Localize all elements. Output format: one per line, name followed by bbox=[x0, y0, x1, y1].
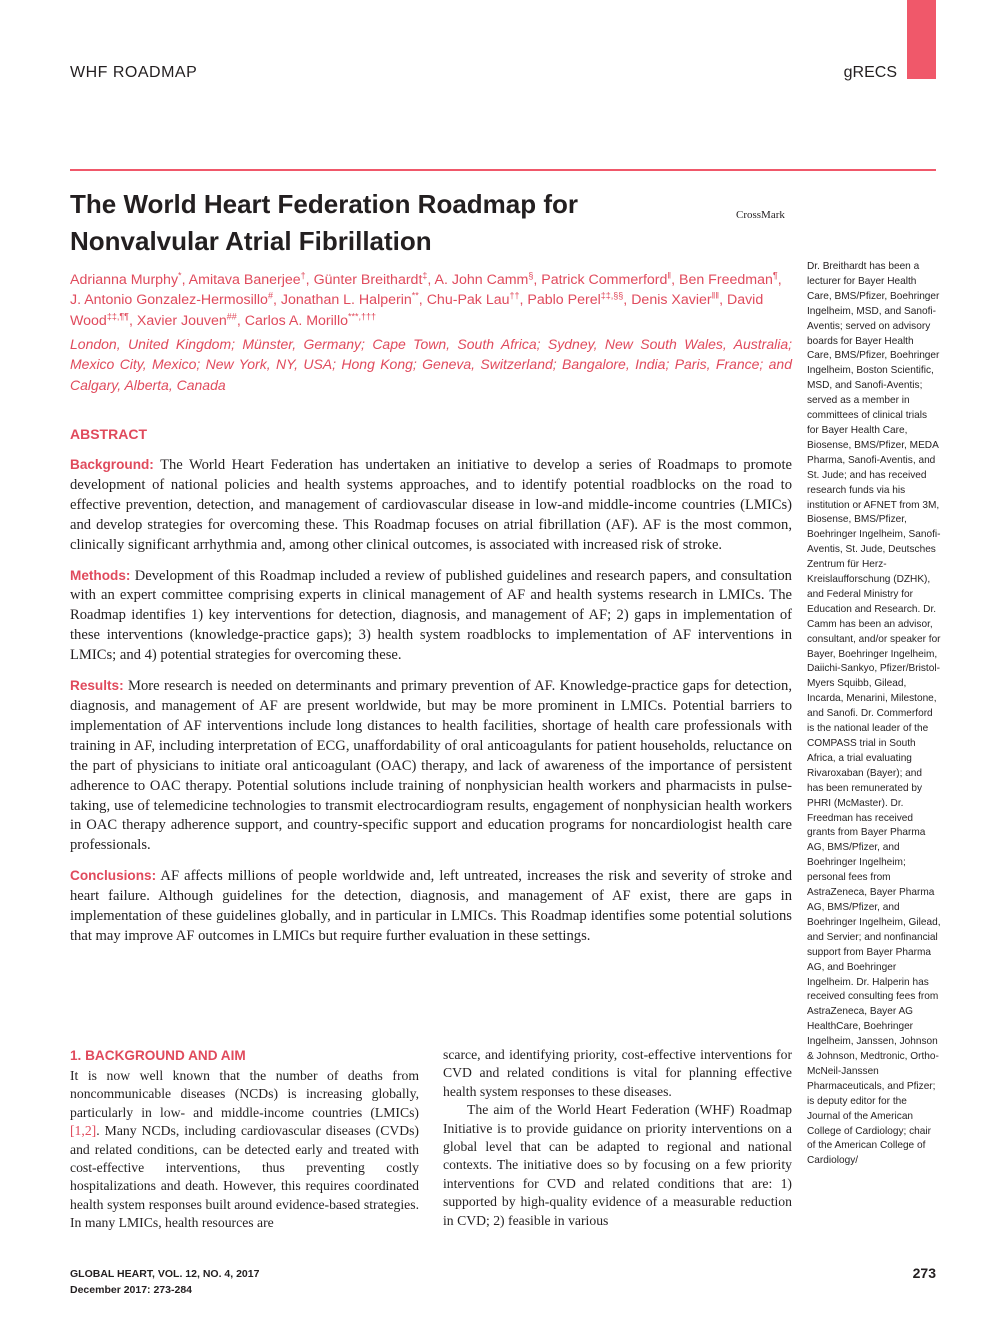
author[interactable] bbox=[527, 292, 623, 308]
author-affiliation-mark: ‡‡,¶¶ bbox=[106, 310, 129, 321]
abstract-results bbox=[70, 676, 792, 856]
disclosure-sidebar: Dr. Breithardt has been a lecturer for Bayer Health Care, BMS/Pfizer, Boehringer Ingelheim, MSD, and Sanofi-Aventis; served on advisory boards for Bayer Health Care, BMS/Pfizer, Boehringer Ingelheim, Boston Scientific, MSD, and Sanofi-Aventis; served as a member in committees of clinical trials for Bayer Health Care, Biosense, BMS/Pfizer, MEDA Pharma, Sanofi-Aventis, and St. Jude; and has received research funds via his institution or AFNET from 3M, Biosense, BMS/Pfizer, Boehringer Ingelheim, Sanofi-Aventis, St. Jude, Deutsches Zentrum für Herz-Kreislaufforschung (DZHK), and Federal Ministry for Education and Research. Dr. Camm has been an advisor, consultant, and/or speaker for Bayer, Boehringer Ingelheim, Daiichi-Sankyo, Pfizer/Bristol-Myers Squibb, Gilead, Incarda, Menarini, Milestone, and Sanofi. Dr. Commerford is the national leader of the COMPASS trial in South Africa, a trial evaluating Rivaroxaban (Bayer); and has been remunerated by PHRI (McMaster). Dr. Freedman has received grants from Bayer Pharma AG, BMS/Pfizer, and Boehringer Ingelheim; personal fees from AstraZeneca, Bayer Pharma AG, BMS/Pfizer, and Boehringer Ingelheim, Gilead, and Servier; and nonfinancial support from Bayer Pharma AG, and Boehringer Ingelheim. Dr. Halperin has received consulting fees from AstraZeneca, Bayer AG HealthCare, Boehringer Ingelheim, Janssen, Johnson & Johnson, Medtronic, Ortho-McNeil-Janssen Pharmaceuticals, and Pfizer; is deputy editor for the Journal of the American College of Cardiology; chair of the American College of Cardiology/ bbox=[807, 261, 941, 1167]
author-name: Denis Xavier bbox=[631, 292, 712, 309]
author[interactable] bbox=[244, 310, 377, 329]
affiliations: London, United Kingdom; Münster, Germany; Cape Town, South Africa; Sydney, New South Wales, Australia; Mexico City, Mexico; New York, NY, USA; Hong Kong; Geneva, Switzerland; Bangalore, India; Paris, France; and Calgary, Alberta, Canada bbox=[70, 336, 792, 393]
author-name: Jonathan L. Halperin bbox=[280, 292, 412, 309]
running-header-right: gRECS bbox=[843, 64, 897, 81]
author[interactable] bbox=[136, 310, 237, 329]
author-name: David Wood bbox=[70, 292, 764, 329]
author-name: A. John Camm bbox=[434, 272, 529, 288]
author-affiliation-mark: † bbox=[300, 270, 306, 281]
author[interactable] bbox=[281, 292, 419, 308]
header-accent-tab bbox=[907, 0, 936, 79]
author[interactable] bbox=[631, 292, 719, 308]
author-affiliation-mark: ‡ bbox=[422, 270, 428, 281]
body-text: . Many NCDs, including cardiovascular diseases (CVDs) and related conditions, can be detected early and treated with cost-effective interventions, thus preventing costly hospitalizations and death. However, this requires coordinated health system responses built around evidence-based strategies. In many LMICs, health resources are bbox=[70, 1123, 419, 1231]
abstract-body bbox=[70, 455, 792, 957]
article-title-line-2: Nonvalvular Atrial Fibrillation bbox=[70, 226, 432, 256]
page-number: 273 bbox=[912, 1265, 936, 1281]
author-affiliation-mark: ‖‖ bbox=[711, 290, 720, 301]
citation-link[interactable]: [1,2] bbox=[70, 1123, 97, 1139]
abstract-conclusions bbox=[70, 866, 792, 947]
body-paragraph: The aim of the World Heart Federation (WHF) Roadmap Initiative is to provide guidance on priority interventions on a global level that can be adapted to regional and national contexts. The initiative does so by focusing on a few priority interventions for CVD and related conditions that are: 1) supported by high-quality evidence of a measurable reduction in CVD; 2) feasible in various bbox=[443, 1102, 792, 1228]
author[interactable] bbox=[189, 272, 306, 288]
author-name: Amitava Banerjee bbox=[188, 272, 301, 288]
abstract-results-label: Results: bbox=[70, 678, 124, 694]
body-paragraph: scarce, and identifying priority, cost-effective interventions for CVD and related conditions is vital for planning effective health system responses to these diseases. bbox=[443, 1047, 792, 1099]
footer-date: December 2017: 273-284 bbox=[70, 1284, 193, 1296]
abstract-methods-text: Development of this Roadmap included a review of published guidelines and research papers, and consultation with an expert committee comprising experts in clinical management of AF and health systems research in LMICs. The Roadmap identifies 1) key interventions for detection, diagnosis, and management of AF; 2) gaps in implementation of these interventions (knowledge-practice gaps); 3) health system roadblocks to implementation of AF interventions in LMICs; and 4) potential strategies for overcoming these. bbox=[70, 567, 792, 664]
author-affiliation-mark: § bbox=[528, 270, 534, 281]
author-name: Adrianna Murphy bbox=[70, 272, 179, 288]
author-affiliation-mark: * bbox=[178, 270, 182, 281]
author[interactable] bbox=[314, 272, 428, 288]
author-name: Xavier Jouven bbox=[136, 312, 227, 329]
author-affiliation-mark: ** bbox=[411, 290, 419, 301]
author-name: Patrick Commerford bbox=[541, 272, 668, 288]
footer-journal: GLOBAL HEART, VOL. 12, NO. 4, 2017 bbox=[70, 1268, 260, 1280]
author-list: Adrianna Murphy*, Amitava Banerjee†, Günter Breithardt‡, A. John Camm§, Patrick Commerford‖, Ben Freedman¶, J. Antonio Gonzalez-Hermosillo#, Jonathan L. Halperin**, Chu-Pak Lau††, Pablo Perel‡‡,§§, Denis Xavier‖‖, David Wood‡‡,¶¶, Xavier Jouven##, Carlos A. Morillo***,††† bbox=[70, 270, 782, 329]
author-name: J. Antonio Gonzalez-Hermosillo bbox=[70, 292, 268, 309]
author-name: Chu-Pak Lau bbox=[426, 292, 510, 309]
abstract-conclusions-text: AF affects millions of people worldwide and, left untreated, increases the risk and severity of stroke and heart failure. Although guidelines for the detection, diagnosis, and management of AF exist, there are gaps in implementation of these guidelines globally, and in particular in LMICs. This Roadmap identifies some potential solutions that may improve AF outcomes in LMICs but require further evaluation in these settings. bbox=[70, 868, 793, 944]
author[interactable] bbox=[70, 272, 182, 288]
abstract-methods-label: Methods: bbox=[70, 567, 131, 583]
body-text: It is now well known that the number of deaths from noncommunicable diseases (NCDs) is increasing globally, particularly in low- and middle-income countries (LMICs) bbox=[70, 1068, 419, 1120]
abstract-background bbox=[70, 455, 792, 556]
author-affiliation-mark: ‖ bbox=[667, 270, 672, 281]
author-affiliation-mark: ¶ bbox=[772, 270, 778, 281]
author[interactable] bbox=[541, 272, 671, 288]
abstract-background-text: The World Heart Federation has undertaken an initiative to develop a series of Roadmaps to promote development of national policies and health systems approaches, and to identify potential roadblocks on the road to effective prevention, detection, and management of cardiovascular disease in low-and middle-income countries (LMICs) and develop strategies for overcoming these. This Roadmap focuses on atrial fibrillation (AF). AF is the most common, clinically significant arrhythmia and, among other clinical outcomes, is associated with increased risk of stroke. bbox=[70, 457, 792, 553]
author-affiliation-mark: # bbox=[267, 290, 273, 301]
article-title-line-1: The World Heart Federation Roadmap for bbox=[70, 189, 579, 219]
abstract-methods bbox=[70, 566, 792, 667]
author-name: Ben Freedman bbox=[679, 272, 773, 288]
section-heading: 1. BACKGROUND AND AIM bbox=[70, 1048, 246, 1063]
author[interactable] bbox=[427, 292, 520, 308]
header-rule bbox=[70, 169, 936, 171]
abstract-conclusions-label: Conclusions: bbox=[70, 868, 157, 884]
author[interactable] bbox=[435, 272, 534, 288]
author-name: Carlos A. Morillo bbox=[244, 312, 348, 329]
author-name: Günter Breithardt bbox=[313, 272, 423, 288]
author-affiliation-mark: ***,††† bbox=[348, 310, 377, 321]
author-affiliation-mark: ‡‡,§§ bbox=[600, 290, 624, 301]
author[interactable] bbox=[70, 292, 273, 308]
author-name: Pablo Perel bbox=[527, 292, 601, 309]
author-affiliation-mark: ## bbox=[226, 310, 237, 321]
author[interactable] bbox=[679, 272, 778, 288]
abstract-results-text: More research is needed on determinants and primary prevention of AF. Knowledge-practice gaps for detection, diagnosis, and management of AF are present worldwide, but may be more prominent in LMICs. Potential barriers to implementation of AF interventions include long distances to health facilities, shortage of health care professionals with training in AF, including interpretation of ECG, unaffordability of oral anticoagulants for patient households, reluctance on the part of physicians to initiate oral anticoagulant (OAC) therapy, and lack of awareness of the importance of persistent adherence to OAC therapy. Potential solutions include training of nonphysician health workers and pharmacists in pulse-taking, use of telemedicine technologies to transmit electrocardiogram results, engagement of nonphysician health workers in OAC therapy adherence support, and country-specific support and education programs for noncardiologist health care professionals. bbox=[70, 678, 792, 854]
running-header-left: WHF ROADMAP bbox=[70, 64, 198, 81]
body-column-left bbox=[70, 1067, 419, 1233]
article-title bbox=[70, 186, 670, 260]
crossmark-badge[interactable]: CrossMark bbox=[736, 209, 785, 221]
author-affiliation-mark: †† bbox=[509, 290, 520, 301]
body-column-right bbox=[443, 1046, 792, 1230]
abstract-background-label: Background: bbox=[70, 457, 154, 472]
abstract-heading: ABSTRACT bbox=[70, 426, 147, 442]
